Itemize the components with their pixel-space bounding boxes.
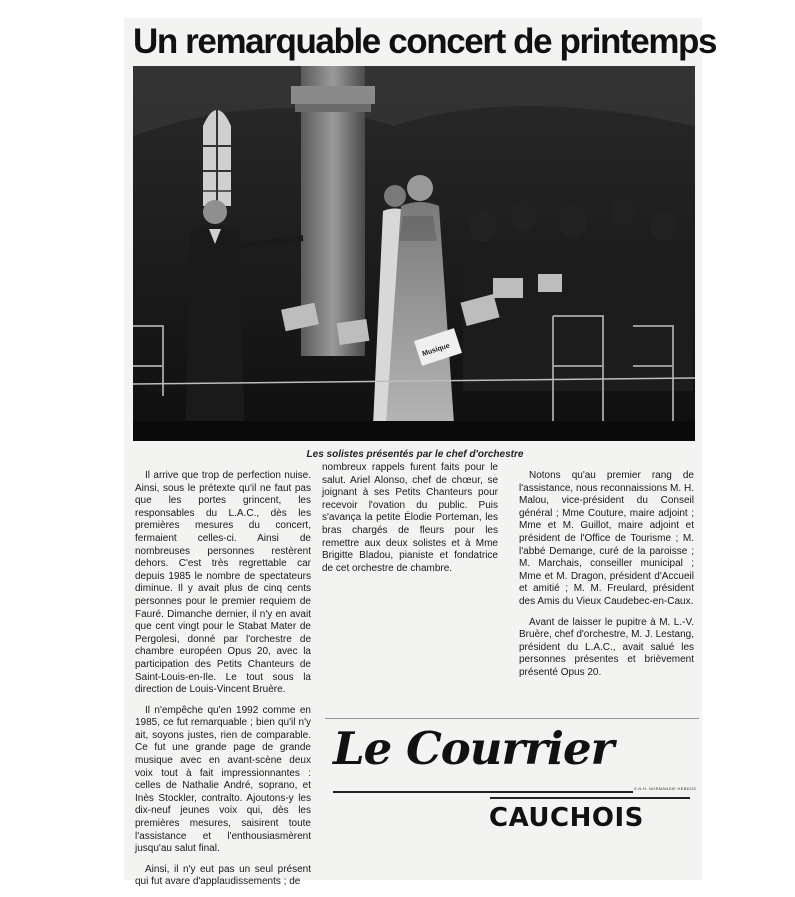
sheet-music-label: Musique: [421, 342, 451, 358]
masthead-title: Le Courrier: [333, 722, 614, 775]
article-paragraph: nombreux rappels furent faits pour le salut. Ariel Alonso, chef de chœur, se joignant à ses Petits Chanteurs pour recevoir l'ovation du public. Puis s'avança la petite Élodie Porteman, les bras chargés de fleurs pour les remettre aux deux solistes et à Mme Brigitte Bladou, pianiste et fondatrice de cet orchestre de chambre.: [322, 462, 498, 574]
article-column-2: [322, 462, 498, 583]
article-column-3: [519, 470, 694, 688]
photo-caption: Les solistes présentés par le chef d'orchestre: [306, 449, 524, 460]
masthead-tagline: S.N.H. NORMANDIE HEBDOS: [634, 786, 697, 791]
article-paragraph: Il n'empêche qu'en 1992 comme en 1985, ce fut remarquable ; bien qu'il n'y ait, soyons justes, rien de comparable. Ce fut une grande page de grande musique avec en avant-scène deux voix tout à fait impressionnantes : celles de Nathalie André, soprano, et Inès Stockler, contralto. Ajoutons-y les dix-neuf jeunes voix qui, dès les premières mesures, saisirent toute l'assistance et l'enthousiasmèrent jusqu'au salut final.: [135, 704, 311, 855]
masthead-subtitle: CAUCHOIS: [489, 803, 644, 833]
concert-photo-illustration: [133, 66, 695, 441]
church-window: [203, 106, 231, 206]
article-column-1: [135, 470, 311, 897]
masthead-rule: [490, 797, 690, 799]
article-paragraph: Il arrive que trop de perfection nuise. Ainsi, sous le prétexte qu'il ne faut pas que les portes grincent, les responsables du L.A.C., dès les premières mesures du concert, fermaient celles-ci. Ainsi de nombreuses personnes restèrent dehors. C'est très regrettable car depuis 1985 le nombre de spectateurs diminue. Il y avait plus de cinq cents personnes pour le premier requiem de Fauré. Dimanche dernier, il n'y en avait que cent vingt pour le Stabat Mater de Pergolesi, donné par l'orchestre de chambre européen Opus 20, avec la participation des Petits Chanteurs de Saint-Louis-en-Ile. Le tout sous la direction de Louis-Vincent Bruère.: [135, 470, 311, 696]
article-paragraph: Ainsi, il n'y eut pas un seul présent qui fut avare d'applaudissements ; de: [135, 863, 311, 888]
masthead-divider: [325, 718, 699, 719]
headline: Un remarquable concert de printemps: [133, 22, 717, 61]
article-paragraph: Notons qu'au premier rang de l'assistance, nous reconnaissions M. H. Malou, vice-président du Conseil général ; Mme Couture, maire adjoint ; Mme et M. Guillot, maire adjoint et président de l'Office de Tourisme ; M. l'abbé Demange, curé de la paroisse ; M. Marchais, conseiller municipal ; Mme et M. Dragon, président d'Accueil et amitié ; M. M. Freulard, président des Amis du Vieux Caudebec-en-Caux.: [519, 470, 694, 607]
article-paragraph: Avant de laisser le pupitre à M. L.-V. Bruère, chef d'orchestre, M. J. Lestang, président du L.A.C., avait salué les personnes présentes et brièvement présenté Opus 20.: [519, 616, 694, 678]
concert-photo: [133, 66, 695, 441]
masthead-rule: [333, 791, 633, 793]
